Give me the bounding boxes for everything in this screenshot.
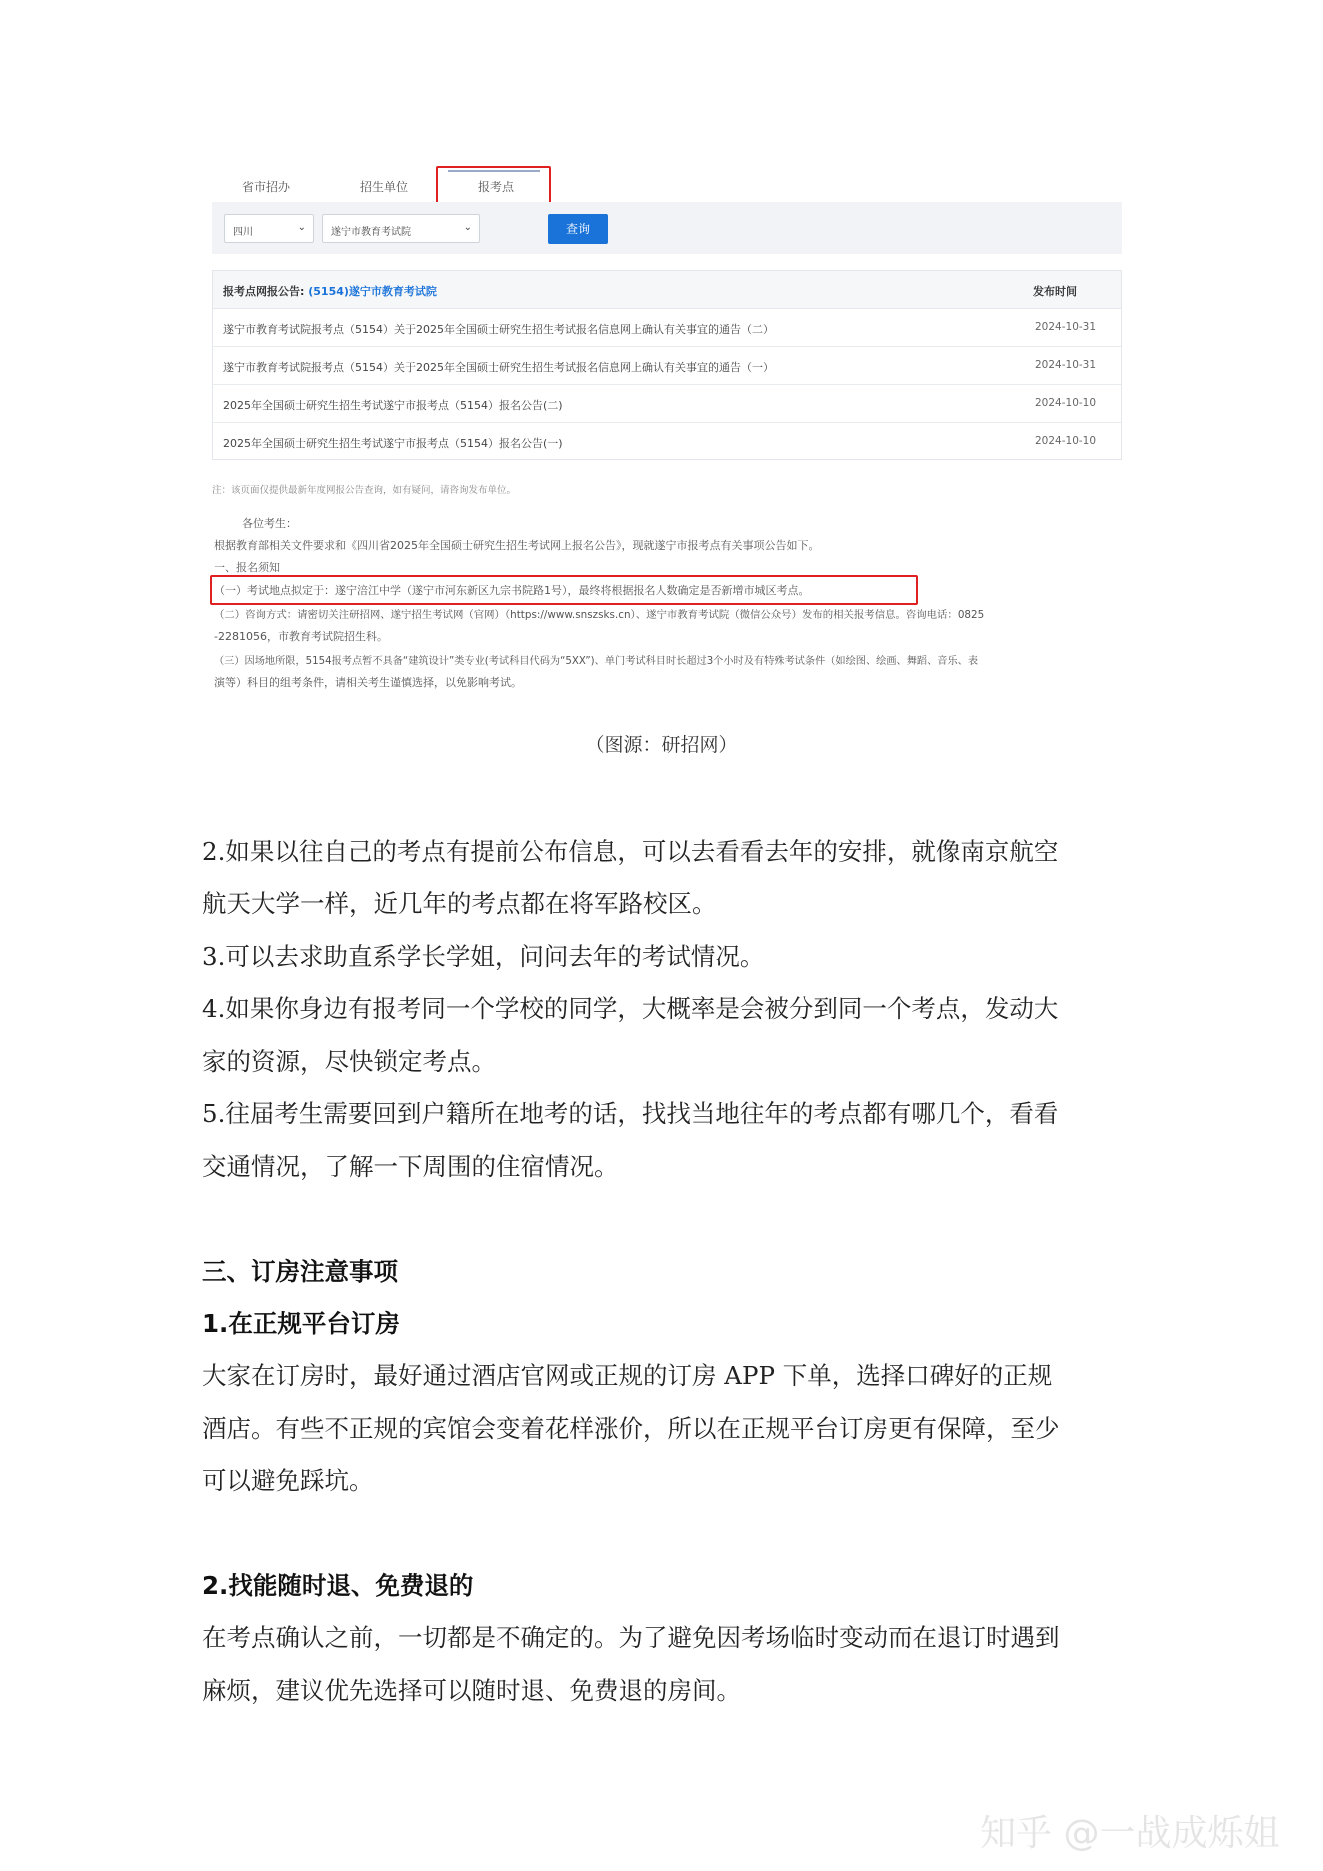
filter-bar: [212, 202, 1122, 254]
unit-select[interactable]: [322, 214, 480, 243]
paragraph-line: 酒店。有些不正规的宾馆会变着花样涨价，所以在正规平台订房更有保障，至少: [202, 1414, 1060, 1443]
table-row[interactable]: [213, 347, 1121, 385]
chevron-down-icon: ⌄: [297, 222, 306, 233]
tab-province-office[interactable]: 省市招办: [242, 180, 291, 194]
row-date: 2024-10-10: [1035, 435, 1097, 447]
table-header: [213, 271, 1121, 309]
tab-admission-unit[interactable]: 招生单位: [360, 180, 409, 194]
section-title: 三、订房注意事项: [202, 1257, 398, 1286]
paragraph-line: 航天大学一样，近几年的考点都在将军路校区。: [202, 889, 717, 918]
province-select[interactable]: [224, 214, 314, 243]
notice-line: -2281056，市教育考试院招生科。: [214, 630, 388, 643]
image-caption: （图源：研招网）: [585, 734, 738, 756]
row-date: 2024-10-10: [1035, 397, 1097, 409]
header-unit-link[interactable]: (5154)遂宁市教育考试院: [308, 285, 437, 298]
notice-line: 根据教育部相关文件要求和《四川省2025年全国硕士研究生招生考试网上报名公告》，现就遂宁市报考点有关事项公告如下。: [214, 539, 820, 552]
table-row[interactable]: [213, 385, 1121, 423]
notice-heading: 一、报名须知: [214, 561, 280, 574]
paragraph-line: 交通情况，了解一下周围的住宿情况。: [202, 1152, 619, 1181]
row-title[interactable]: 遂宁市教育考试院报考点（5154）关于2025年全国硕士研究生招生考试报名信息网上确认有关事宜的通告（二）: [223, 323, 774, 336]
table-row[interactable]: [213, 309, 1121, 347]
paragraph-line: 大家在订房时，最好通过酒店官网或正规的订房 APP 下单，选择口碑好的正规: [202, 1361, 1053, 1390]
embedded-screenshot: [210, 160, 1122, 710]
notice-line: 演等）科目的组考条件，请相关考生谨慎选择，以免影响考试。: [214, 676, 522, 689]
paragraph-line: 2.如果以往自己的考点有提前公布信息，可以去看看去年的安排，就像南京航空: [202, 837, 1059, 866]
tab-exam-site[interactable]: 报考点: [478, 180, 515, 194]
notice-line: （二）咨询方式：请密切关注研招网、遂宁招生考试网（官网）（https://www.snszsks.cn）、遂宁市教育考试院（微信公众号）发布的相关报考信息。咨询电话：0825: [214, 609, 985, 621]
row-date: 2024-10-31: [1035, 321, 1097, 333]
watermark: 知乎 @一战成烁姐: [980, 1813, 1280, 1854]
unit-select-value: 遂宁市教育考试院: [331, 227, 411, 238]
notice-line: （一）考试地点拟定于：遂宁涪江中学（遂宁市河东新区九宗书院路1号），最终将根据报名人数确定是否新增市城区考点。: [214, 584, 810, 597]
row-title[interactable]: 遂宁市教育考试院报考点（5154）关于2025年全国硕士研究生招生考试报名信息网上确认有关事宜的通告（一）: [223, 361, 774, 374]
paragraph-line: 4.如果你身边有报考同一个学校的同学，大概率是会被分到同一个考点，发动大: [202, 994, 1059, 1023]
paragraph-line: 5.往届考生需要回到户籍所在地考的话，找找当地往年的考点都有哪几个，看看: [202, 1099, 1059, 1128]
paragraph-line: 麻烦，建议优先选择可以随时退、免费退的房间。: [202, 1676, 741, 1705]
query-button[interactable]: 查询: [548, 214, 608, 244]
paragraph-line: 可以避免踩坑。: [202, 1466, 374, 1495]
tab-bar: [210, 160, 1122, 200]
paragraph-line: 在考点确认之前，一切都是不确定的。为了避免因考场临时变动而在退订时遇到: [202, 1623, 1060, 1652]
header-date: 发布时间: [1033, 285, 1077, 298]
notice-greeting: 各位考生：: [242, 517, 297, 530]
chevron-down-icon: ⌄: [463, 222, 472, 233]
row-date: 2024-10-31: [1035, 359, 1097, 371]
tab-active-indicator: [448, 170, 540, 172]
table-note: 注：该页面仅提供最新年度网报公告查询，如有疑问，请咨询发布单位。: [212, 485, 517, 496]
subsection-title: 2.找能随时退、免费退的: [202, 1571, 474, 1600]
province-select-value: 四川: [233, 227, 253, 238]
paragraph-line: 3.可以去求助直系学长学姐，问问去年的考试情况。: [202, 942, 765, 971]
notice-line: （三）因场地所限，5154报考点暂不具备“建筑设计”类专业(考试科目代码为“5XX”)、单门考试科目时长超过3个小时及有特殊考试条件（如绘图、绘画、舞蹈、音乐、表: [214, 656, 979, 667]
row-title[interactable]: 2025年全国硕士研究生招生考试遂宁市报考点（5154）报名公告(二): [223, 399, 563, 412]
table-row[interactable]: [213, 423, 1121, 461]
subsection-title: 1.在正规平台订房: [202, 1309, 400, 1338]
header-prefix: 报考点网报公告:: [223, 285, 305, 298]
row-title[interactable]: 2025年全国硕士研究生招生考试遂宁市报考点（5154）报名公告(一): [223, 437, 563, 450]
paragraph-line: 家的资源，尽快锁定考点。: [202, 1047, 496, 1076]
announcement-table: [212, 270, 1122, 460]
